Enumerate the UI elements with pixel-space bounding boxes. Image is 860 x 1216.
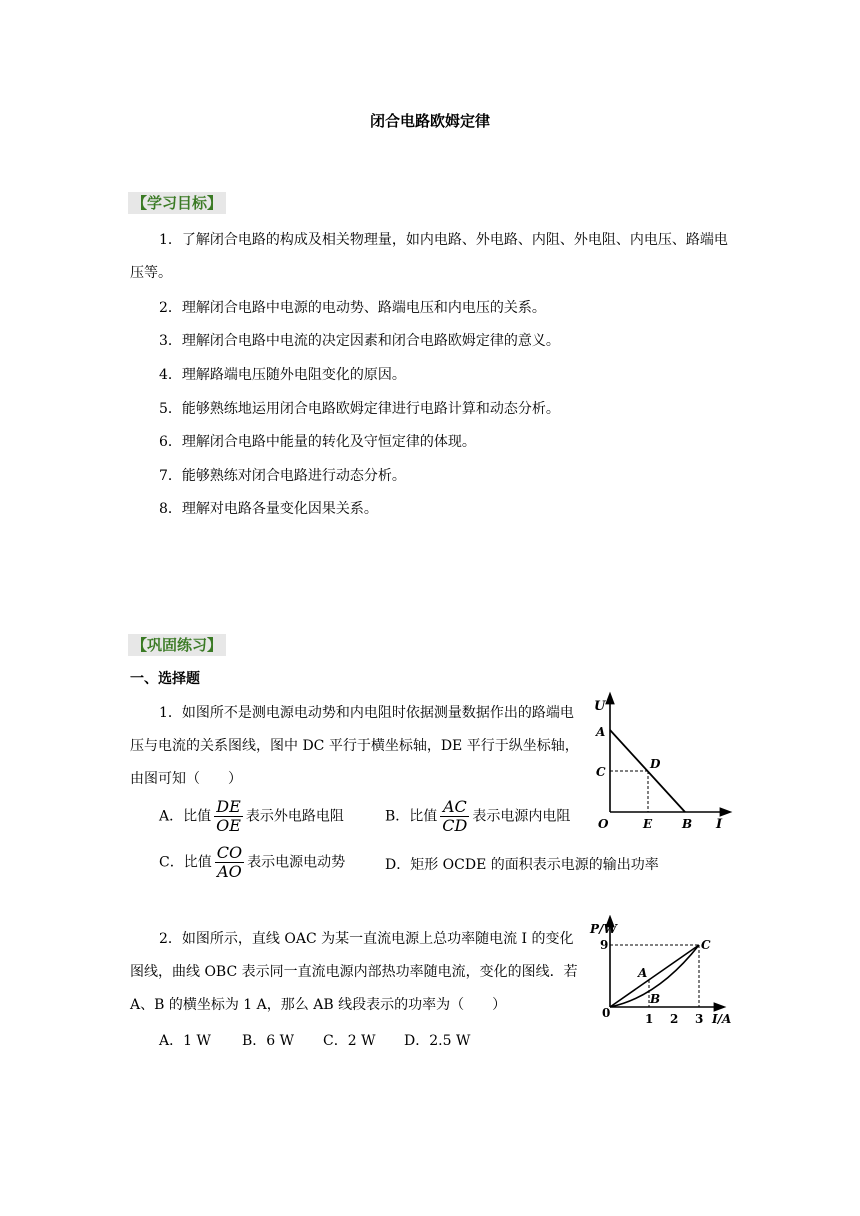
question-2-option-d: D．2.5 W — [404, 1033, 471, 1049]
origin-label: 0 — [602, 1006, 611, 1020]
objective-item-8: 8．理解对电路各量变化因果关系。 — [159, 501, 378, 517]
question-1-option-b: B．比值 $\frac{AC}{CD}$ 表示电源内电阻 — [385, 797, 571, 835]
question-1-option-a: A．比值 $\frac{DE}{OE}$ 表示外电路电阻 — [159, 797, 344, 835]
objective-item-2: 2．理解闭合电路中电源的电动势、路端电压和内电压的关系。 — [159, 300, 546, 316]
x-tick-2: 2 — [670, 1012, 679, 1026]
x-tick-1: 1 — [645, 1012, 654, 1026]
point-c-label: C — [701, 938, 711, 952]
question-2-option-c: C．2 W — [323, 1033, 376, 1049]
fraction-ac-cd: $\frac{AC}{CD}$ — [442, 797, 468, 835]
i-axis-label: I/A — [712, 1012, 732, 1026]
x-tick-3: 3 — [695, 1012, 704, 1026]
point-e-label: E — [643, 817, 653, 830]
objective-item-5: 5．能够熟练地运用闭合电路欧姆定律进行电路计算和动态分析。 — [159, 401, 560, 417]
question-2-option-b: B．6 W — [242, 1033, 295, 1049]
i-axis-label: I — [716, 817, 723, 830]
page-title: 闭合电路欧姆定律 — [369, 112, 490, 130]
question-1-option-c: C．比值 $\frac{CO}{AO}$ 表示电源电动势 — [159, 843, 346, 881]
y-tick-9: 9 — [600, 938, 609, 952]
question-2-option-a: A．1 W — [159, 1033, 211, 1049]
point-a-label: A — [638, 966, 648, 980]
choice-section-heading: 一、选择题 — [130, 671, 200, 687]
u-axis-label: U — [594, 699, 606, 714]
question-1-option-d: D．矩形 OCDE 的面积表示电源的输出功率 — [385, 857, 659, 873]
objectives-header: 【学习目标】 — [128, 192, 226, 213]
objective-item-3: 3．理解闭合电路中电流的决定因素和闭合电路欧姆定律的意义。 — [159, 333, 560, 349]
objective-item-7: 7．能够熟练对闭合电路进行动态分析。 — [159, 468, 406, 484]
origin-label: O — [598, 817, 609, 830]
point-a-label: A — [596, 725, 606, 739]
objective-item-1: 1．了解闭合电路的构成及相关物理量，如内电路、外电路、内阻、外电阻、内电压、路端电压等。 — [130, 232, 728, 281]
objective-item-6: 6．理解闭合电路中能量的转化及守恒定律的体现。 — [159, 434, 476, 450]
point-d-label: D — [650, 757, 661, 771]
fraction-co-ao: $\frac{CO}{AO}$ — [216, 843, 243, 881]
point-c-label: C — [596, 765, 606, 779]
fraction-de-oe: $\frac{DE}{OE}$ — [216, 797, 241, 835]
objective-item-4: 4．理解路端电压随外电阻变化的原因。 — [159, 367, 406, 383]
p-axis-label: P/W — [590, 922, 617, 936]
practice-header: 【巩固练习】 — [128, 634, 226, 655]
point-b-label: B — [650, 992, 661, 1006]
question-1-stem: 1．如图所不是测电源电动势和内电阻时依据测量数据作出的路端电压与电流的关系图线，图中 DC 平行于横坐标轴，DE 平行于纵坐标轴，由图可知（ ） — [130, 705, 579, 787]
question-2-stem: 2．如图所示，直线 OAC 为某一直流电源上总功率随电流 I 的变化图线，曲线 OBC 表示同一直流电源内部热功率随电流，变化的图线．若 A、B 的横坐标为 1 A，那么 AB 线段表示的功率为（ ） — [130, 931, 578, 1013]
point-b-label: B — [682, 817, 693, 830]
figure-u-i-graph — [588, 690, 733, 830]
figure-p-i-graph — [588, 915, 738, 1030]
